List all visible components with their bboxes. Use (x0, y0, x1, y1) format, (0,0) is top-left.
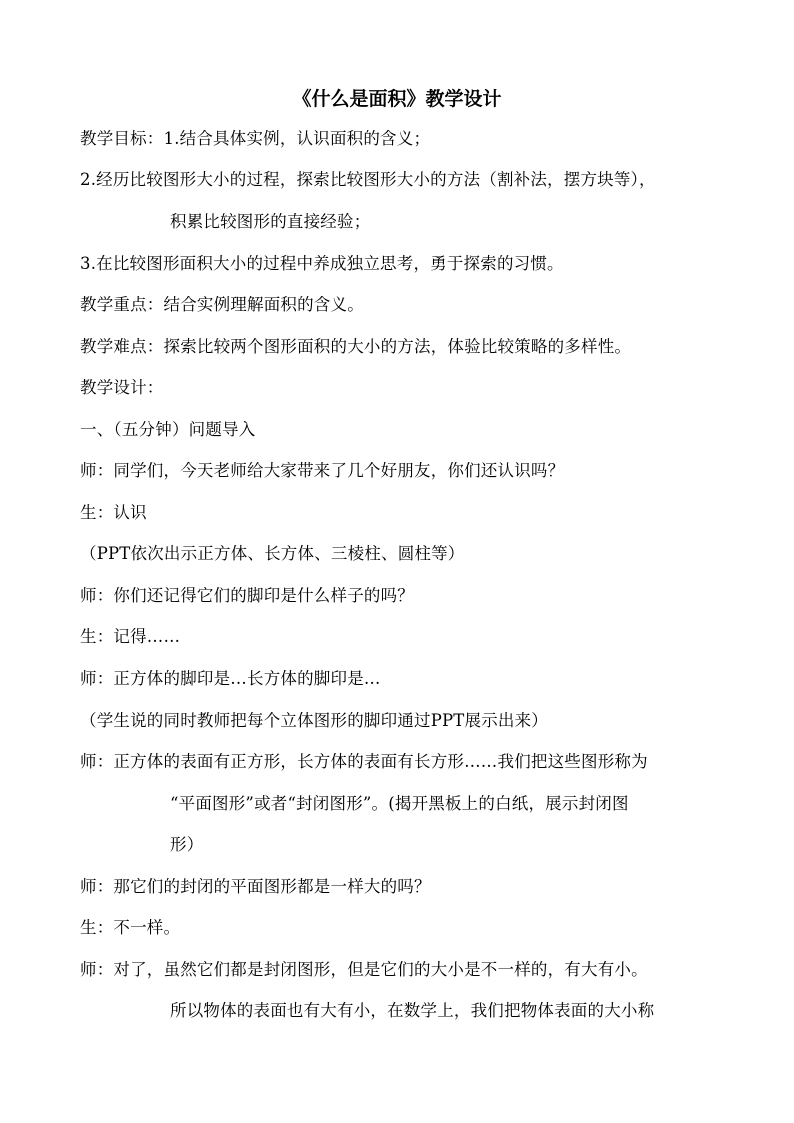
paragraph-line: （学生说的同时教师把每个立体图形的脚印通过PPT展示出来） (80, 711, 549, 730)
paragraph-line: 生：记得…… (80, 627, 181, 646)
document-title: 《什么是面积》教学设计 (292, 88, 502, 110)
paragraph-line: “平面图形”或者“封闭图形”。(揭开黑板上的白纸，展示封闭图 (170, 794, 629, 813)
paragraph-line: 师：正方体的脚印是…长方体的脚印是… (80, 669, 381, 688)
paragraph-line: 生：不一样。 (80, 918, 181, 937)
paragraph-line: 生：认识 (80, 503, 147, 522)
paragraph-line: 一、（五分钟）问题导入 (80, 420, 256, 439)
paragraph-line: 师：你们还记得它们的脚印是什么样子的吗？ (80, 586, 414, 605)
paragraph-line: 形） (170, 835, 204, 854)
paragraph-line: 教学目标：1.结合具体实例，认识面积的含义； (80, 129, 431, 148)
paragraph-line: 教学设计： (80, 378, 164, 397)
paragraph-line: 积累比较图形的直接经验； (170, 212, 371, 231)
paragraph-line: 师：正方体的表面有正方形，长方体的表面有长方形……我们把这些图形称为 (80, 752, 648, 771)
paragraph-line: 所以物体的表面也有大有小，在数学上，我们把物体表面的大小称 (170, 1001, 655, 1020)
paragraph-line: 3.在比较图形面积大小的过程中养成独立思考，勇于探索的习惯。 (80, 254, 564, 273)
paragraph-line: 2.经历比较图形大小的过程，探索比较图形大小的方法（割补法，摆方块等）， (80, 170, 656, 189)
paragraph-line: 师：同学们，今天老师给大家带来了几个好朋友，你们还认识吗？ (80, 461, 565, 480)
paragraph-line: 师：那它们的封闭的平面图形都是一样大的吗？ (80, 877, 431, 896)
paragraph-line: （PPT依次出示正方体、长方体、三棱柱、圆柱等） (80, 544, 465, 563)
paragraph-line: 教学难点：探索比较两个图形面积的大小的方法，体验比较策略的多样性。 (80, 337, 632, 356)
paragraph-line: 教学重点：结合实例理解面积的含义。 (80, 295, 364, 314)
paragraph-line: 师：对了，虽然它们都是封闭图形，但是它们的大小是不一样的，有大有小。 (80, 960, 648, 979)
